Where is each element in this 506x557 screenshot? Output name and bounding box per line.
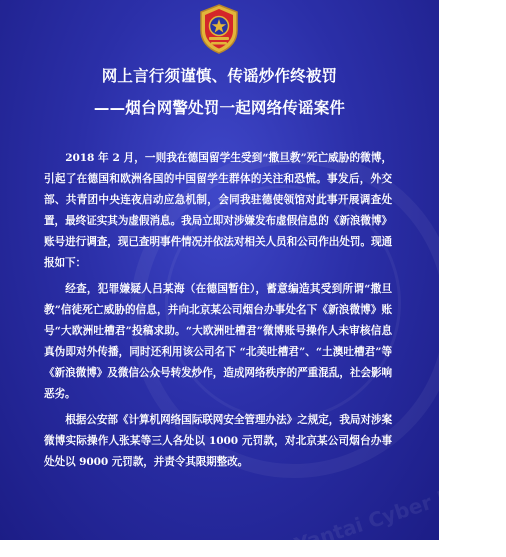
article-paragraph-2: 经查，犯罪嫌疑人吕某海（在德国暂住），蓄意编造其受到所谓“撒旦教”信徒死亡威胁的信息，并向北京某公司烟台办事处名下《新浪微博》账号“大欧洲吐槽君”投稿求助。“大欧洲吐槽君”微博账号操作人未审核信息真伪即对外传播，同时还利用该公司名下 “北美吐槽君”、“土澳吐槽君”等《新浪微博》及微信公众号转发炒作，造成网络秩序的严重混乱，社会影响恶劣。	[44, 283, 392, 400]
article-paragraph-3: 根据公安部《计算机网络国际联网安全管理办法》之规定，我局对涉案微博实际操作人张某等三人各处以 1000 元罚款，对北京某公司烟台办事处处以 9000 元罚款，并责令其限期整改。	[44, 414, 392, 468]
article-paragraph-1: 2018 年 2 月，一则我在德国留学生受到“撒旦教”死亡威胁的微博，引起了在德国和欧洲各国的中国留学生群体的关注和恐慌。事发后，外交部、共青团中央连夜启动应急机制，会同我驻德使领馆对此事开展调查处置，最终证实其为虚假消息。我局立即对涉嫌发布虚假信息的《新浪微博》账号进行调查，现已查明事件情况并依法对相关人员和公司作出处罚。现通报如下：	[44, 152, 392, 269]
page-title: 网上言行须谨慎、传谣炒作终被罚	[101, 67, 338, 85]
page-subtitle: ——烟台网警处罚一起网络传谣案件	[93, 99, 346, 117]
article-body	[44, 148, 392, 478]
watermark-text: Yantai Cyber Police	[291, 467, 506, 557]
police-emblem-icon	[197, 4, 241, 54]
